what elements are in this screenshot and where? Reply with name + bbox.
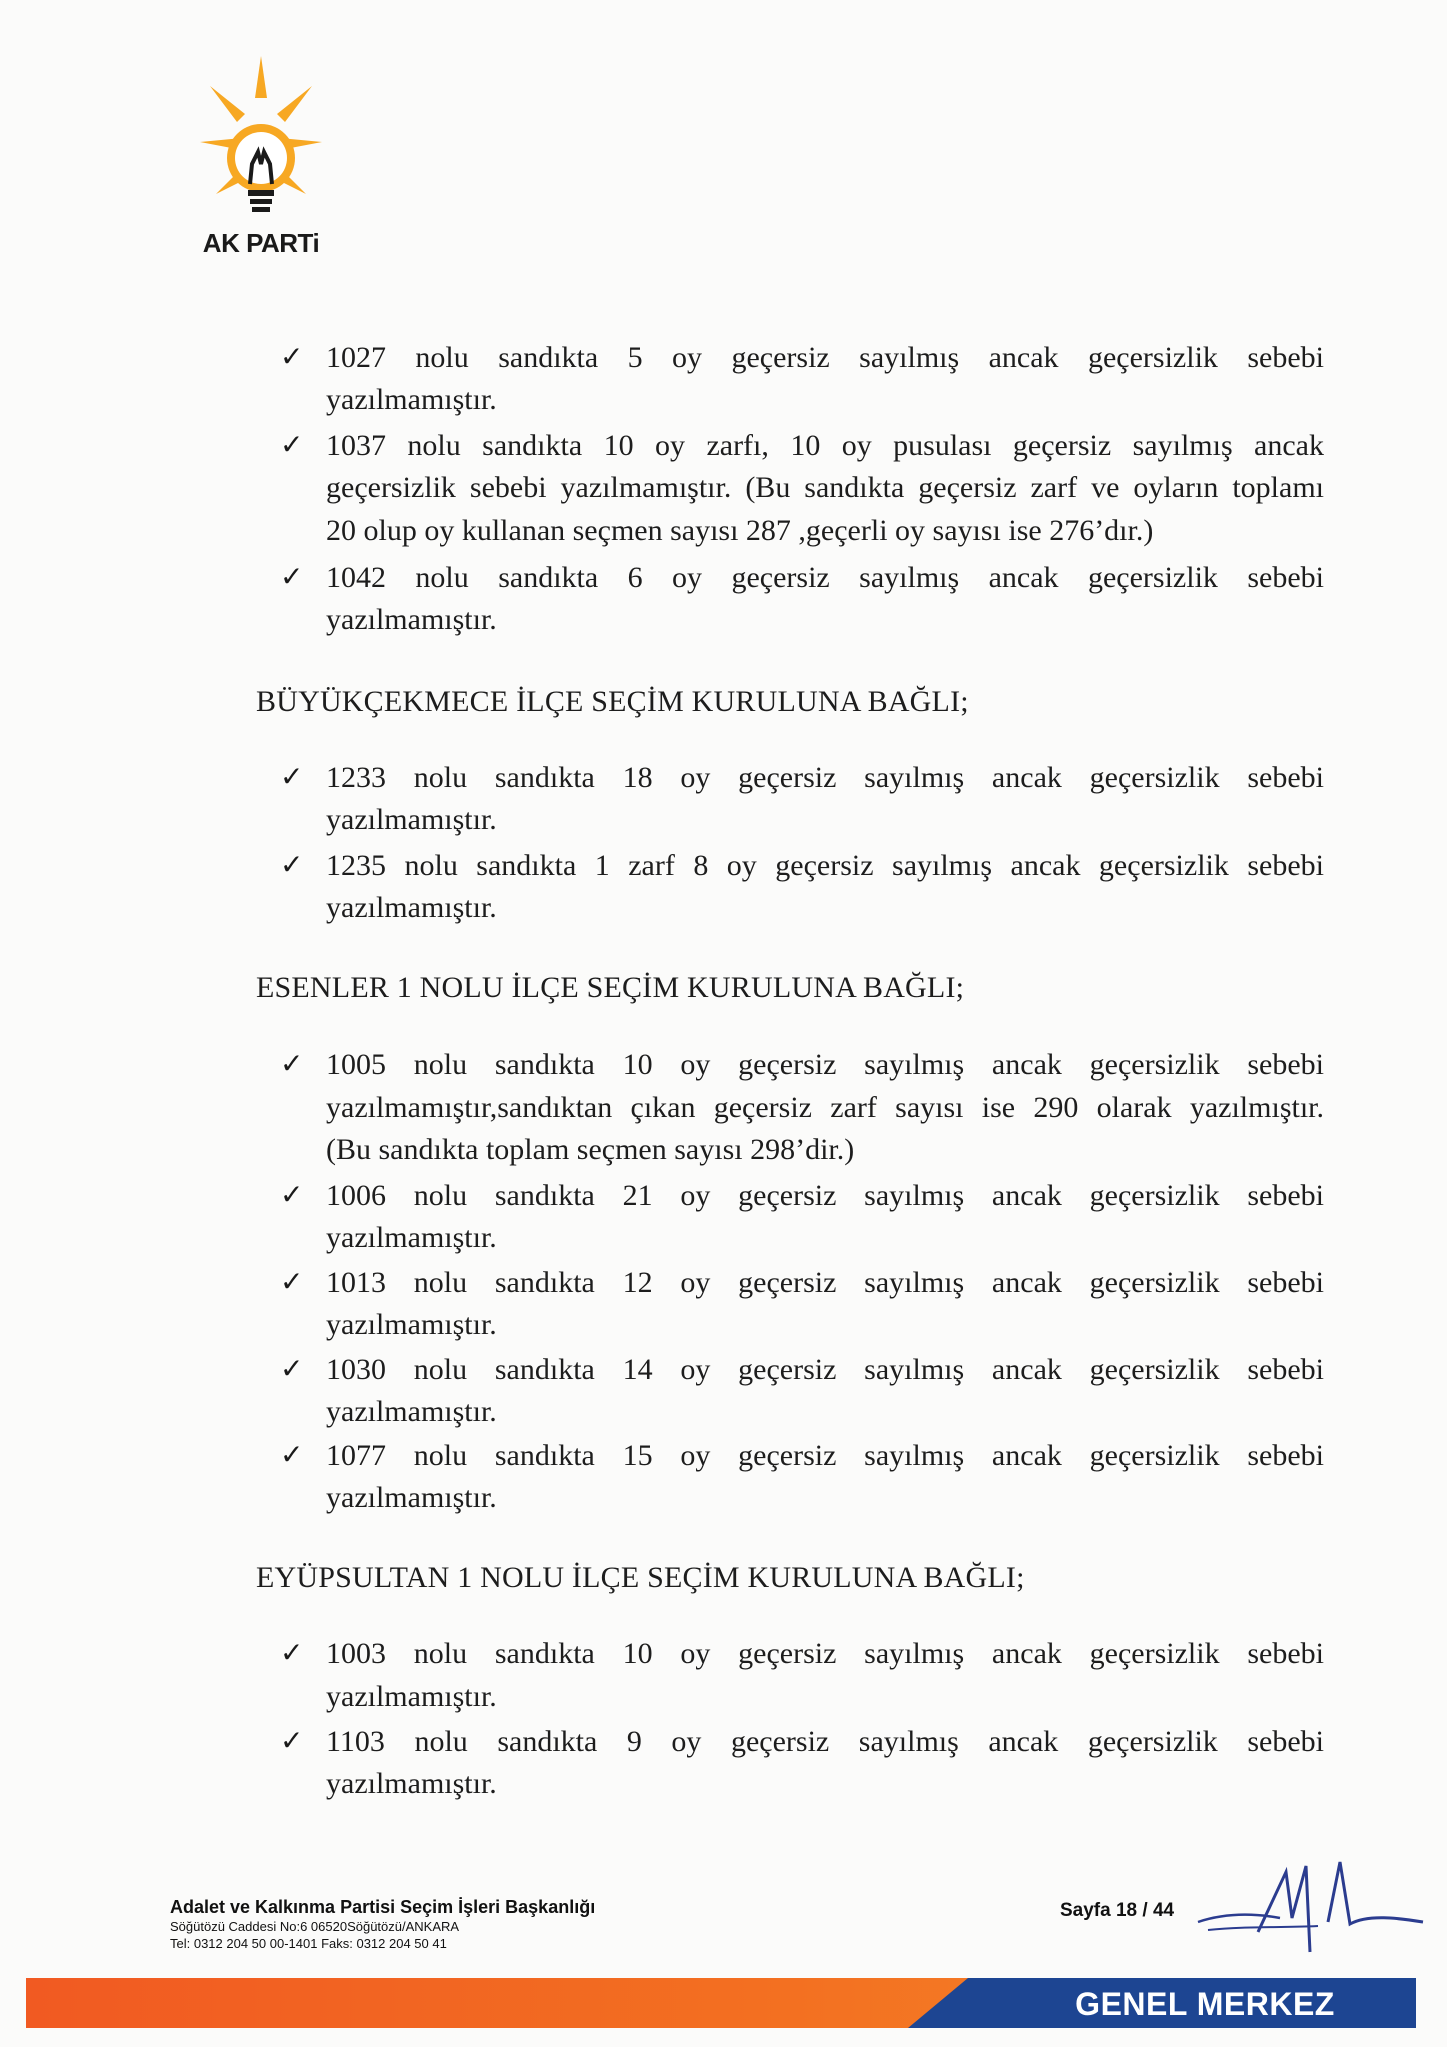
footer-org-info — [170, 1896, 595, 1952]
check-mark-icon: ✓ — [280, 1265, 304, 1298]
item-line: yazılmamıştır,sandıktan çıkan geçersiz zarf sayısı ise 290 olarak yazılmıştır. — [326, 1091, 1324, 1124]
item-line: 1077 nolu sandıkta 15 oy geçersiz sayılmış ancak geçersizlik sebebi — [326, 1439, 1324, 1472]
check-mark-icon: ✓ — [280, 340, 304, 373]
footer-org-name: Adalet ve Kalkınma Partisi Seçim İşleri Başkanlığı — [170, 1897, 596, 1917]
item-line: yazılmamıştır. — [326, 1221, 497, 1254]
item-line: yazılmamıştır. — [326, 1680, 497, 1713]
signature-mark — [1188, 1852, 1428, 1962]
lightbulb-icon — [172, 52, 350, 232]
item-line: yazılmamıştır. — [326, 603, 497, 636]
check-mark-icon: ✓ — [280, 1636, 304, 1669]
item-line: yazılmamıştır. — [326, 1395, 497, 1428]
item-line: yazılmamıştır. — [326, 891, 497, 924]
check-mark-icon: ✓ — [280, 760, 304, 793]
item-line: 1103 nolu sandıkta 9 oy geçersiz sayılmış ancak geçersizlik sebebi — [326, 1725, 1324, 1758]
item-line: yazılmamıştır. — [326, 1308, 497, 1341]
check-mark-icon: ✓ — [280, 1438, 304, 1471]
item-line: 1013 nolu sandıkta 12 oy geçersiz sayılmış ancak geçersizlik sebebi — [326, 1266, 1324, 1299]
section-heading: ESENLER 1 NOLU İLÇE SEÇİM KURULUNA BAĞLI; — [256, 971, 965, 1004]
item-line: 1037 nolu sandıkta 10 oy zarfı, 10 oy pusulası geçersiz sayılmış ancak — [326, 429, 1324, 462]
item-line: (Bu sandıkta toplam seçmen sayısı 298’dir.) — [326, 1133, 855, 1166]
party-logo — [172, 52, 350, 264]
check-mark-icon: ✓ — [280, 1724, 304, 1757]
check-mark-icon: ✓ — [280, 560, 304, 593]
footer-address: Söğütözü Caddesi No:6 06520Söğütözü/ANKARA — [170, 1919, 460, 1934]
page-number: Sayfa 18 / 44 — [1060, 1900, 1175, 1921]
item-line: 1003 nolu sandıkta 10 oy geçersiz sayılmış ancak geçersizlik sebebi — [326, 1637, 1324, 1670]
footer-contact: Tel: 0312 204 50 00-1401 Faks: 0312 204 50 41 — [170, 1936, 447, 1951]
item-line: 1027 nolu sandıkta 5 oy geçersiz sayılmış ancak geçersizlik sebebi — [326, 341, 1324, 374]
check-mark-icon: ✓ — [280, 848, 304, 881]
check-mark-icon: ✓ — [280, 1047, 304, 1080]
section-heading: EYÜPSULTAN 1 NOLU İLÇE SEÇİM KURULUNA BAĞLI; — [256, 1561, 1025, 1594]
item-line: yazılmamıştır. — [326, 383, 497, 416]
item-line: 20 olup oy kullanan seçmen sayısı 287 ,geçerli oy sayısı ise 276’dır.) — [326, 514, 1154, 547]
item-line: geçersizlik sebebi yazılmamıştır. (Bu sandıkta geçersiz zarf ve oyların toplamı — [326, 471, 1324, 504]
item-line: 1235 nolu sandıkta 1 zarf 8 oy geçersiz sayılmış ancak geçersizlik sebebi — [326, 849, 1324, 882]
item-line: yazılmamıştır. — [326, 803, 497, 836]
item-line: 1030 nolu sandıkta 14 oy geçersiz sayılmış ancak geçersizlik sebebi — [326, 1353, 1324, 1386]
item-line: 1042 nolu sandıkta 6 oy geçersiz sayılmış ancak geçersizlik sebebi — [326, 561, 1324, 594]
item-line: 1233 nolu sandıkta 18 oy geçersiz sayılmış ancak geçersizlik sebebi — [326, 761, 1324, 794]
item-line: yazılmamıştır. — [326, 1767, 497, 1800]
band-text: GENEL MERKEZ — [1075, 1986, 1335, 2022]
check-mark-icon: ✓ — [280, 428, 304, 461]
logo-text: AK PARTi — [202, 228, 320, 258]
item-line: yazılmamıştır. — [326, 1481, 497, 1514]
item-line: 1006 nolu sandıkta 21 oy geçersiz sayılmış ancak geçersizlik sebebi — [326, 1179, 1324, 1212]
check-mark-icon: ✓ — [280, 1178, 304, 1211]
section-heading: BÜYÜKÇEKMECE İLÇE SEÇİM KURULUNA BAĞLI; — [256, 685, 969, 718]
item-line: 1005 nolu sandıkta 10 oy geçersiz sayılmış ancak geçersizlik sebebi — [326, 1048, 1324, 1081]
check-mark-icon: ✓ — [280, 1352, 304, 1385]
